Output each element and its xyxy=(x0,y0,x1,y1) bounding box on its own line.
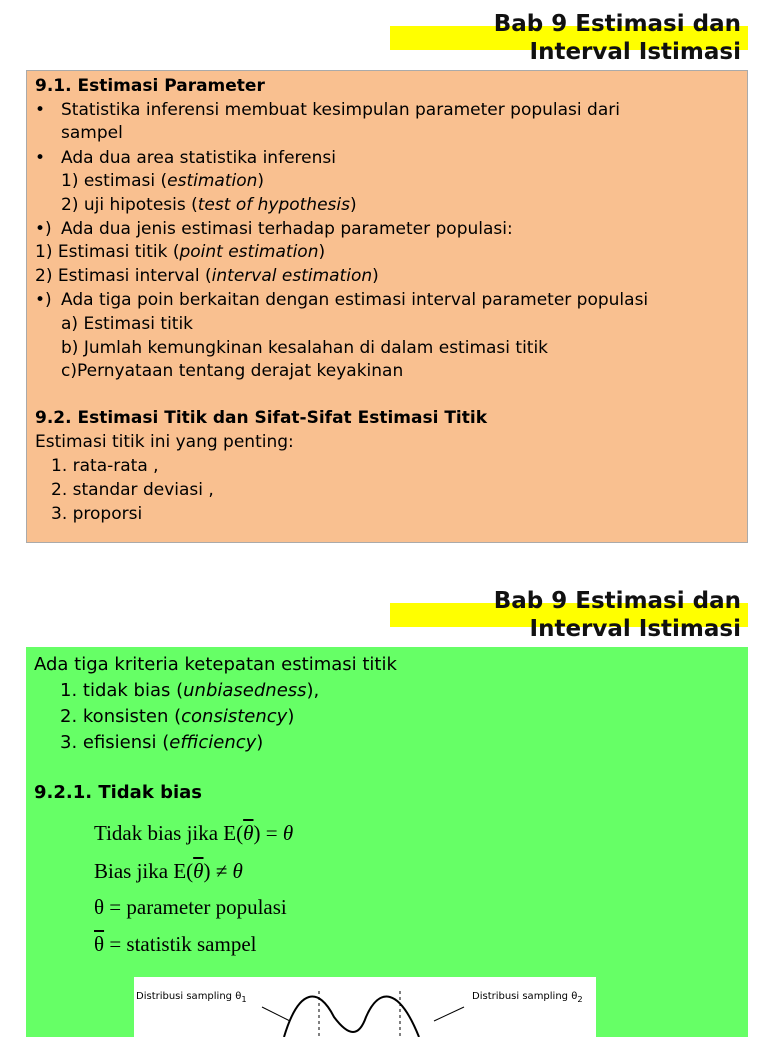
label-distribution-left: Distribusi sampling $\theta_1$ xyxy=(136,991,247,1004)
list-item: •) Ada tiga poin berkaitan dengan estimasi interval parameter populasi xyxy=(35,290,649,310)
section-heading: 9.2.1. Tidak bias xyxy=(34,782,202,803)
list-subitem: c)Pernyataan tentang derajat keyakinan xyxy=(61,361,404,381)
list-item: 1. tidak bias (unbiasedness), xyxy=(60,680,320,701)
list-subitem: a) Estimasi titik xyxy=(61,314,194,334)
formula-biased: Bias jika $E(\overline{\theta}) \ne \theta$ xyxy=(94,859,243,883)
slide-title xyxy=(494,10,741,66)
list-subitem: 2. standar deviasi , xyxy=(51,480,214,500)
title-line-1: Bab 9 Estimasi dan xyxy=(493,588,741,614)
list-subitem: 3. proporsi xyxy=(51,504,143,524)
formula-unbiased: Tidak bias jika $E(\overline{\theta}) = \theta$ xyxy=(94,821,294,845)
sampling-distribution-figure xyxy=(134,977,596,1037)
list-item: • Statistika inferensi membuat kesimpulan parameter populasi dari xyxy=(35,100,620,120)
title-line-2: Interval Istimasi xyxy=(529,616,741,642)
label-distribution-right: Distribusi sampling $\theta_2$ xyxy=(472,991,583,1004)
section-heading: 9.2. Estimasi Titik dan Sifat-Sifat Estimasi Titik xyxy=(35,408,488,428)
content-box xyxy=(26,70,748,543)
list-subitem: 2) uji hipotesis (test of hypothesis) xyxy=(61,195,357,215)
list-subitem: b) Jumlah kemungkinan kesalahan di dalam estimasi titik xyxy=(61,338,549,358)
distribution-curves xyxy=(134,977,596,1037)
list-item: 2. konsisten (consistency) xyxy=(60,706,295,727)
paragraph: Estimasi titik ini yang penting: xyxy=(35,432,294,452)
list-subitem: 1) estimasi (estimation) xyxy=(61,171,265,191)
list-item-cont: sampel xyxy=(61,123,123,143)
slide-title xyxy=(494,587,741,643)
section-heading: 9.1. Estimasi Parameter xyxy=(35,76,265,96)
formula-parameter: θ = parameter populasi xyxy=(94,895,287,919)
formula-statistic: $\overline{\theta}$ = statistik sampel xyxy=(94,932,257,956)
list-subitem: 1. rata-rata , xyxy=(51,456,159,476)
list-item: • Ada dua area statistika inferensi xyxy=(35,148,336,168)
paragraph: Ada tiga kriteria ketepatan estimasi titik xyxy=(34,654,397,675)
title-line-2: Interval Istimasi xyxy=(529,39,741,65)
list-item: •) Ada dua jenis estimasi terhadap parameter populasi: xyxy=(35,219,513,239)
title-line-1: Bab 9 Estimasi dan xyxy=(493,11,741,37)
content-box-green xyxy=(26,647,748,1037)
list-subitem: 2) Estimasi interval (interval estimation) xyxy=(35,266,379,286)
list-item: 3. efisiensi (efficiency) xyxy=(60,732,264,753)
list-subitem: 1) Estimasi titik (point estimation) xyxy=(35,242,326,262)
